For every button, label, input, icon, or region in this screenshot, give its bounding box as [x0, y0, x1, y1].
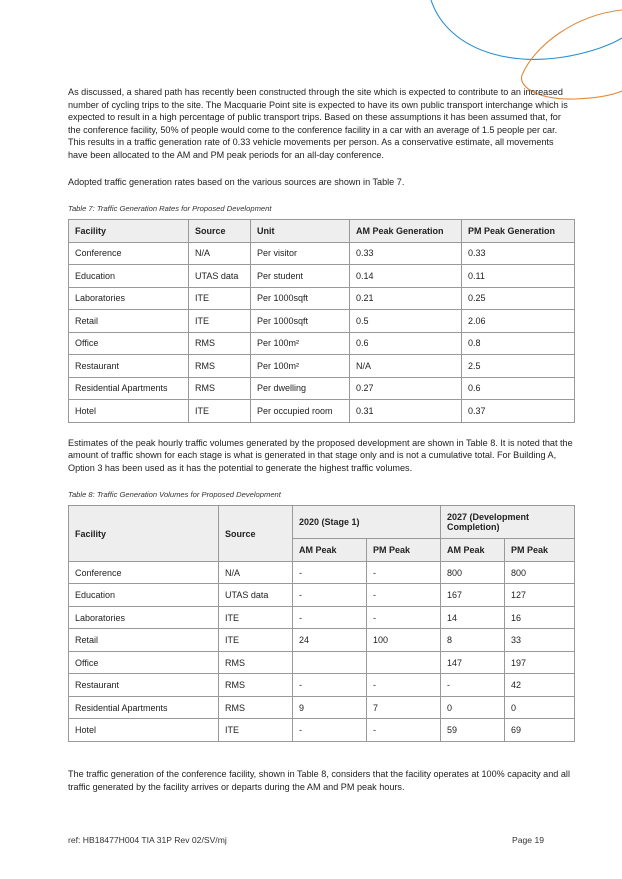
table-cell: Office [69, 332, 189, 355]
table-row [69, 242, 575, 265]
t8-header-2027-pm: PM Peak [505, 539, 575, 562]
t8-header-2020-pm: PM Peak [367, 539, 441, 562]
table-cell: RMS [219, 651, 293, 674]
table-cell: - [293, 719, 367, 742]
table-cell: - [293, 584, 367, 607]
table-cell: Per visitor [251, 242, 350, 265]
table7-header-row [69, 220, 575, 243]
table7-caption: Table 7: Traffic Generation Rates for Proposed Development [68, 204, 272, 214]
table-cell: 127 [505, 584, 575, 607]
table-cell: Conference [69, 561, 219, 584]
table-cell: 7 [367, 696, 441, 719]
table-cell: 0.21 [350, 287, 462, 310]
table-cell: 0.31 [350, 400, 462, 423]
estimates-paragraph: Estimates of the peak hourly traffic volumes generated by the proposed development are shown in Table 8. It is noted that the amount of traffic shown for each stage is what is generated in that stage only and is not a cumulative total. For Building A, Option 3 has been used as it has the potential to generate the highest traffic volumes. [68, 437, 573, 473]
table-cell: 0.27 [350, 377, 462, 400]
table-row [69, 719, 575, 742]
table-row [69, 332, 575, 355]
table-cell: Hotel [69, 719, 219, 742]
table-cell: Laboratories [69, 287, 189, 310]
table-cell: Office [69, 651, 219, 674]
table-cell: Restaurant [69, 355, 189, 378]
closing-paragraph: The traffic generation of the conference facility, shown in Table 8, considers that the facility operates at 100% capacity and all traffic generated by the facility arrives or departs during the AM and PM peak hours. [68, 768, 570, 792]
table-cell: UTAS data [219, 584, 293, 607]
table8-caption: Table 8: Traffic Generation Volumes for Proposed Development [68, 490, 281, 500]
table-cell: 0.6 [462, 377, 575, 400]
t8-header-2020: 2020 (Stage 1) [293, 506, 441, 539]
table-cell: - [367, 719, 441, 742]
table-cell: 0.37 [462, 400, 575, 423]
table-cell: 147 [441, 651, 505, 674]
table-cell [367, 651, 441, 674]
table-cell: 0.33 [350, 242, 462, 265]
table-cell: 197 [505, 651, 575, 674]
table-row [69, 377, 575, 400]
intro-paragraph: As discussed, a shared path has recently been constructed through the site which is expected to contribute to an increased number of cycling trips to the site. The Macquarie Point site is expected to have its own public transport interchange which is expected to result in a high percentage of public transport trips. Based on these assumptions it has been assumed that, for the conference facility, 50% of people would come to the conference facility in a car with an average of 1.5 people per car. This results in a traffic generation rate of 0.33 vehicle movements per person. As a conservative estimate, all movements have been allocated to the AM and PM peak periods for an all-day conference. [68, 87, 568, 160]
table-cell: Residential Apartments [69, 377, 189, 400]
table-cell: 69 [505, 719, 575, 742]
table-cell: ITE [189, 310, 251, 333]
t8-header-facility: Facility [69, 506, 219, 562]
table-cell: Laboratories [69, 606, 219, 629]
table-cell: 0 [505, 696, 575, 719]
table-cell: ITE [219, 606, 293, 629]
blue-arc [431, 0, 622, 59]
t7-header-facility: Facility [69, 220, 189, 243]
table-cell: 800 [505, 561, 575, 584]
table-cell: Conference [69, 242, 189, 265]
table-cell: 59 [441, 719, 505, 742]
table-cell: UTAS data [189, 265, 251, 288]
table-cell: Retail [69, 310, 189, 333]
table-row [69, 310, 575, 333]
table-cell: 100 [367, 629, 441, 652]
table-cell: RMS [219, 674, 293, 697]
table-cell: 14 [441, 606, 505, 629]
footer-reference: ref: HB18477H004 TIA 31P Rev 02/SV/mj [68, 835, 227, 845]
t7-header-unit: Unit [251, 220, 350, 243]
footer-page-number: Page 19 [512, 835, 545, 845]
table-cell: RMS [189, 355, 251, 378]
table-cell: N/A [350, 355, 462, 378]
table-cell: 33 [505, 629, 575, 652]
table-cell: 9 [293, 696, 367, 719]
table-cell: Education [69, 265, 189, 288]
table-cell: 8 [441, 629, 505, 652]
table-cell: N/A [189, 242, 251, 265]
t8-header-source: Source [219, 506, 293, 562]
table-row [69, 265, 575, 288]
page-content [68, 86, 574, 793]
table-cell: ITE [189, 287, 251, 310]
t7-header-source: Source [189, 220, 251, 243]
table-cell: Per occupied room [251, 400, 350, 423]
table-cell: - [367, 674, 441, 697]
table-cell: 42 [505, 674, 575, 697]
table-row [69, 400, 575, 423]
table-cell: 24 [293, 629, 367, 652]
table-cell: Per 100m² [251, 355, 350, 378]
table-cell: 167 [441, 584, 505, 607]
table-cell: 0.33 [462, 242, 575, 265]
table-row [69, 629, 575, 652]
table-row [69, 651, 575, 674]
t8-header-2027-am: AM Peak [441, 539, 505, 562]
table-cell: 800 [441, 561, 505, 584]
table-cell: 0.8 [462, 332, 575, 355]
table-row [69, 355, 575, 378]
table-row [69, 561, 575, 584]
t8-header-2020-am: AM Peak [293, 539, 367, 562]
table-cell: 2.06 [462, 310, 575, 333]
table8-header-row [69, 506, 575, 539]
table-cell: RMS [189, 332, 251, 355]
table-cell: ITE [219, 629, 293, 652]
table-cell: 0.25 [462, 287, 575, 310]
table-cell: 16 [505, 606, 575, 629]
table-cell: 0 [441, 696, 505, 719]
table-cell: Per 1000sqft [251, 310, 350, 333]
t7-header-am: AM Peak Generation [350, 220, 462, 243]
table-row [69, 674, 575, 697]
table-row [69, 696, 575, 719]
table7 [68, 219, 575, 423]
table-cell: Residential Apartments [69, 696, 219, 719]
adopted-rates-paragraph: Adopted traffic generation rates based on the various sources are shown in Table 7. [68, 176, 405, 187]
table-cell: Restaurant [69, 674, 219, 697]
table-cell: Per student [251, 265, 350, 288]
table-cell: RMS [189, 377, 251, 400]
table-row [69, 606, 575, 629]
table8 [68, 505, 575, 742]
table-cell: - [293, 674, 367, 697]
table-row [69, 584, 575, 607]
table-cell: Per 1000sqft [251, 287, 350, 310]
table-cell [293, 651, 367, 674]
table-cell: N/A [219, 561, 293, 584]
table-row [69, 287, 575, 310]
table-cell: ITE [189, 400, 251, 423]
table-cell: - [293, 561, 367, 584]
table-cell: 0.14 [350, 265, 462, 288]
table-cell: 0.11 [462, 265, 575, 288]
table-cell: 2.5 [462, 355, 575, 378]
table-cell: Per dwelling [251, 377, 350, 400]
table-cell: 0.5 [350, 310, 462, 333]
table-cell: - [293, 606, 367, 629]
table-cell: - [367, 584, 441, 607]
table-cell: RMS [219, 696, 293, 719]
t7-header-pm: PM Peak Generation [462, 220, 575, 243]
table-cell: - [367, 606, 441, 629]
table-cell: ITE [219, 719, 293, 742]
table-cell: 0.6 [350, 332, 462, 355]
table-cell: - [367, 561, 441, 584]
table-cell: - [441, 674, 505, 697]
table-cell: Education [69, 584, 219, 607]
table-cell: Hotel [69, 400, 189, 423]
table-cell: Per 100m² [251, 332, 350, 355]
table-cell: Retail [69, 629, 219, 652]
t8-header-2027: 2027 (Development Completion) [441, 506, 575, 539]
